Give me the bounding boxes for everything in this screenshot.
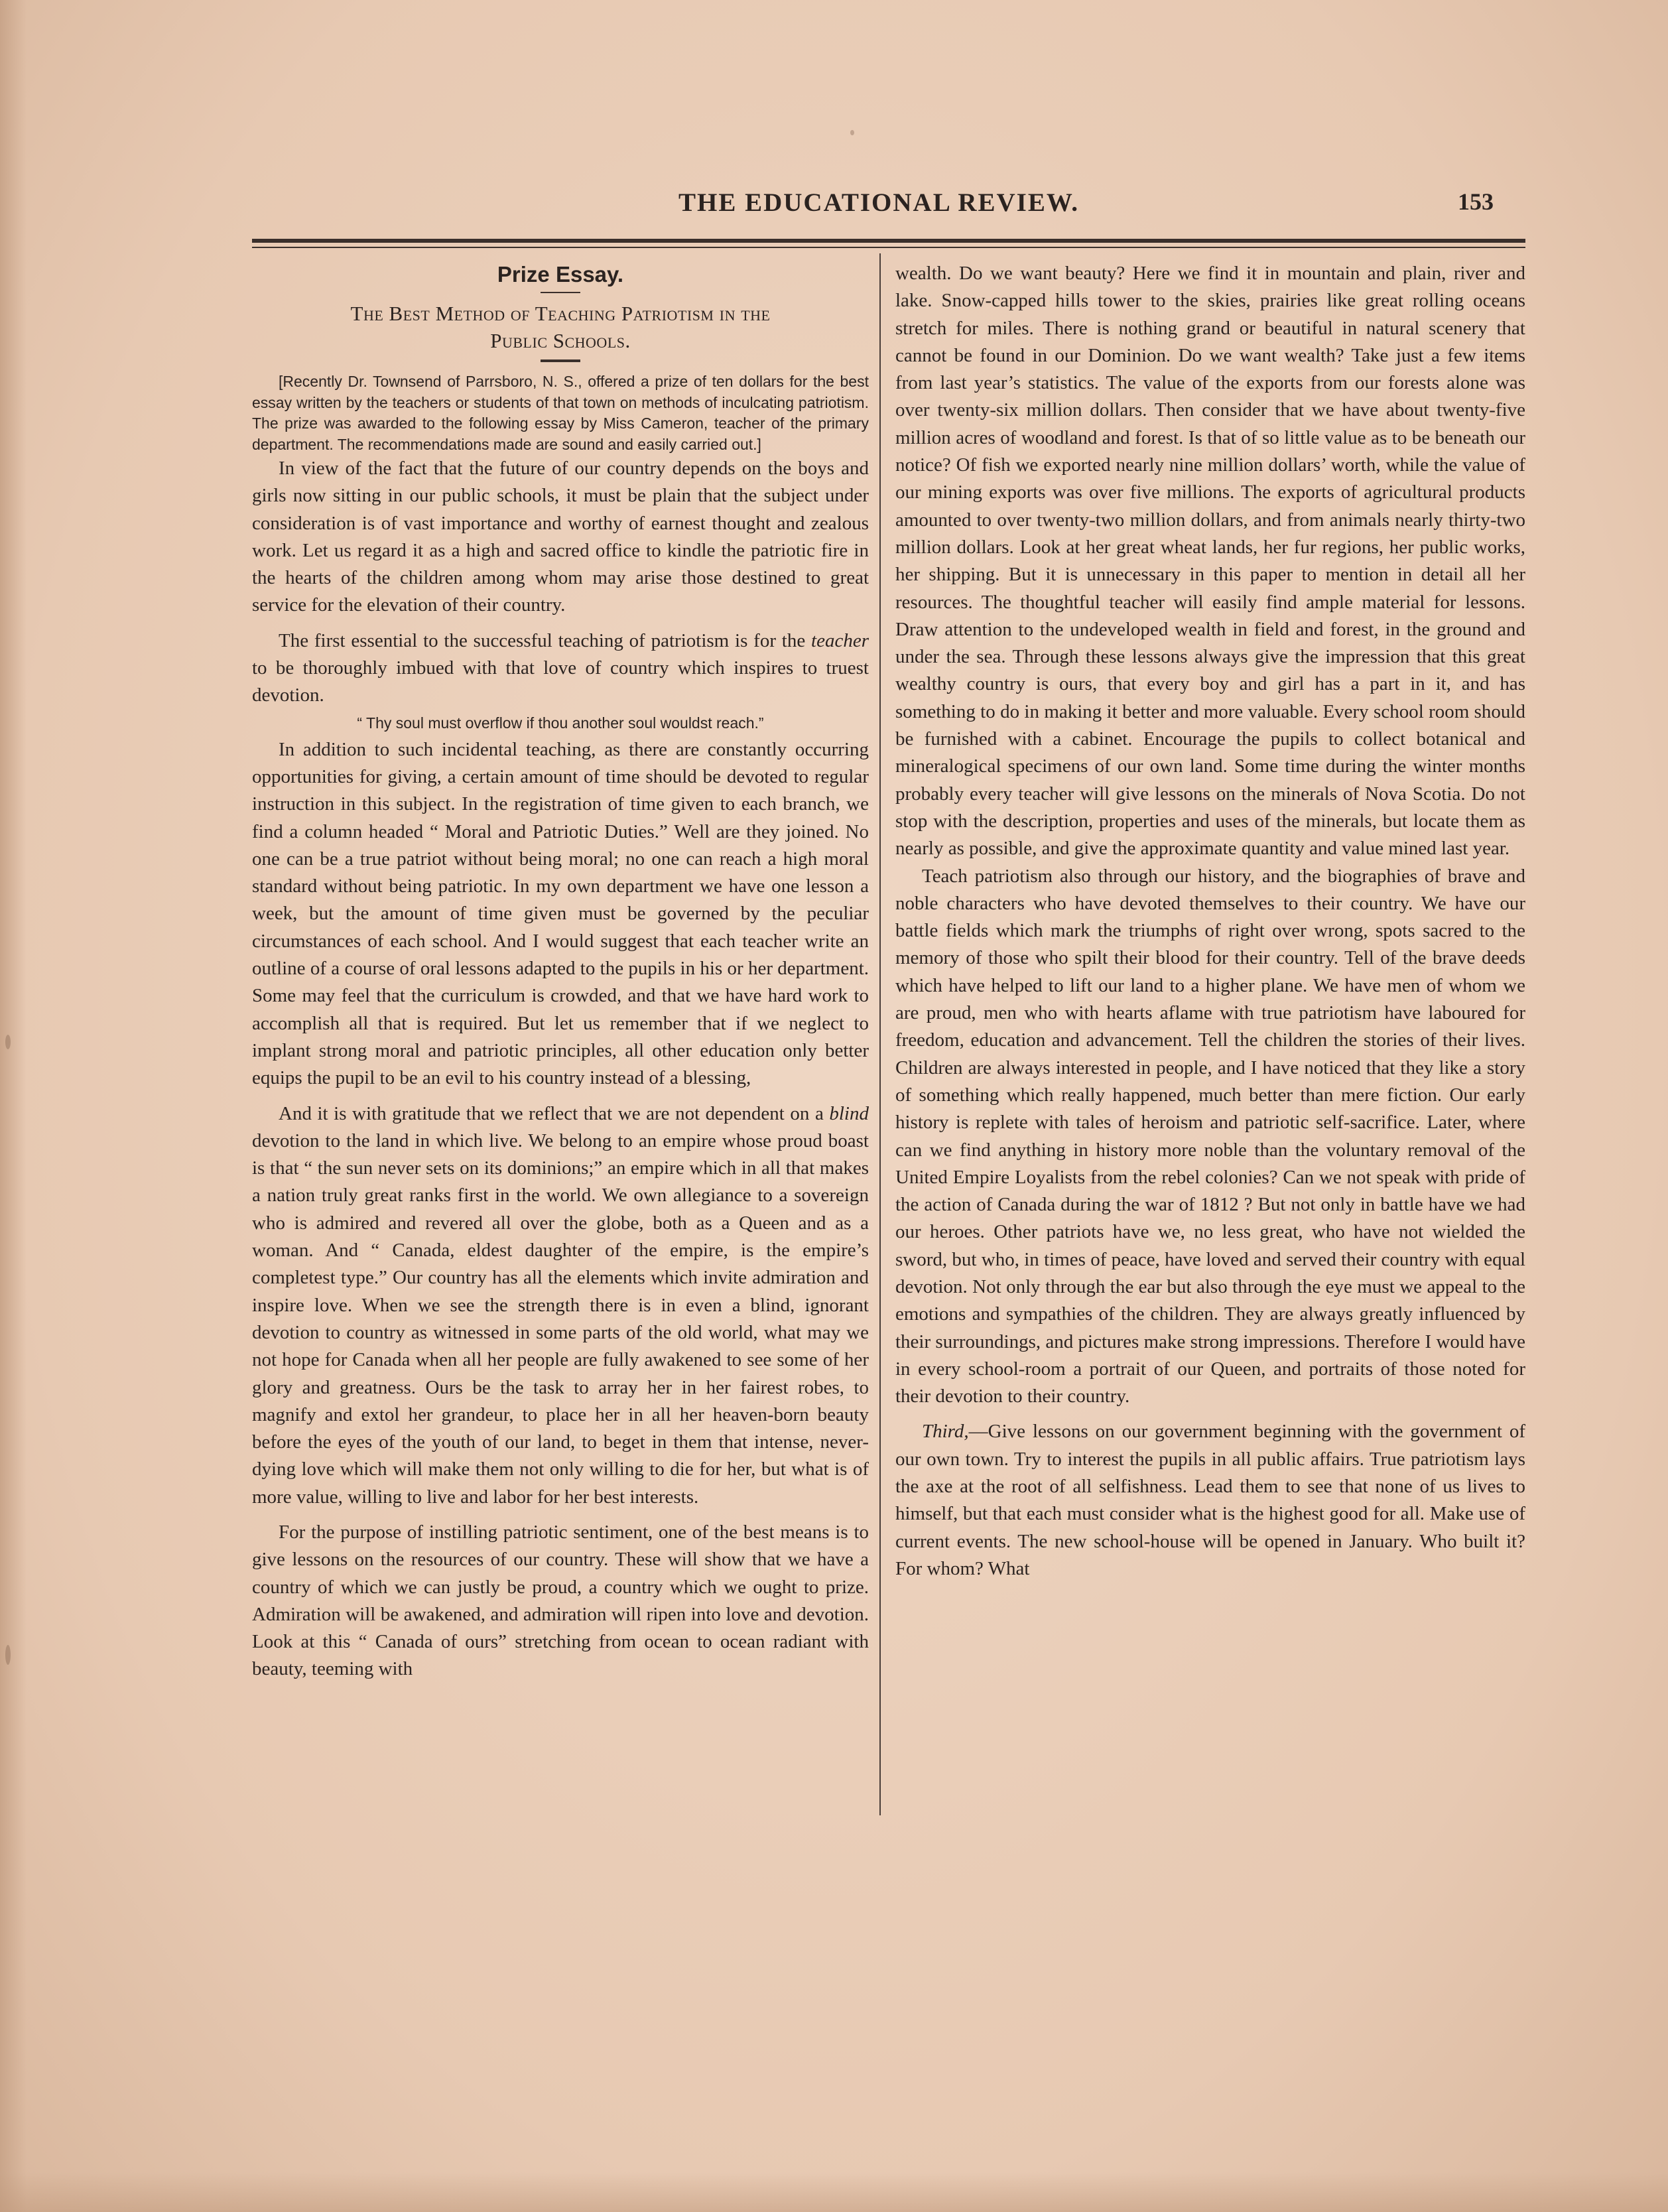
- paragraph-3: In addition to such incidental teaching, as there are constantly occurring opportunities for giving, a certain amount of time should be devoted to regular instruction in this subject. In the registration of time given to each branch, we find a column headed “ Moral and Patriotic Duties.” Well are they joined. No one can be a true patriot without being moral; no one can reach a high moral standard without being patriotic. In my own department we have one lesson a week, but the amount of time given must be governed by the peculiar circumstances of each school. And I would suggest that each teacher write an outline of a course of oral lessons adapted to the pupils in his or her department. Some may feel that the curriculum is crowded, and that we have hard work to accomplish all that is required. But let us remember that if we neglect to implant strong moral and patriotic principles, all other education only better equips the pupil to be an evil to his country instead of a blessing,: [252, 738, 869, 1089]
- journal-title: THE EDUCATIONAL REVIEW.: [678, 188, 1080, 217]
- paragraph-4: [252, 1100, 869, 1511]
- editor-note: [Recently Dr. Townsend of Parrsboro, N. S., offered a prize of ten dollars for the best essay written by the teachers or students of that town on methods of inculcating patriotism. The prize was awarded to the following essay by Miss Cameron, teacher of the primary department. The recommendations made are sound and easily carried out.]: [252, 373, 869, 453]
- paragraph-2-emphasis: teacher: [811, 629, 869, 651]
- paper-speck: [850, 130, 854, 135]
- page-edge-shadow: [0, 0, 27, 2212]
- essay-subtitle-line1: The Best Method of Teaching Patriotism in the: [350, 302, 771, 325]
- essay-subtitle-line2: Public Schools.: [490, 329, 631, 352]
- paragraph-1: In view of the fact that the future of our country depends on the boys and girls now sitting in our public schools, it must be plain that the subject under consideration is of vast importance and worthy of earnest thought and zealous work. Let us regard it as a high and sacred office to kindle the patriotic fire in the hearts of the children among whom may arise those destined to great service for the elevation of their country.: [252, 458, 869, 616]
- paragraph-7: Teach patriotism also through our history, and the biographies of brave and noble characters who have devoted themselves to their country. We have our battle fields which mark the triumphs of right over wrong, spots sacred to the memory of those who spilt their blood for their country. Tell of the brave deeds which have helped to lift our land to a higher plane. We have men of whom we are proud, men who with hearts aflame with true patriotism have laboured for freedom, education and advancement. Tell the children the stories of their lives. Children are always interested in people, and I have noticed that they like a story of something which really happened, much better than mere fiction. Our early history is replete with tales of heroism and patriotic self-sacrifice. Later, where can we find anything in history more noble than the voluntary removal of the United Empire Loyalists from the rebel colonies? Can we not speak with pride of the action of Canada during the war of 1812 ? But not only in battle have we had our heroes. Other patriots have we, no less great, who have not wielded the sword, but who, in times of peace, have loved and served their country with equal devotion. Not only through the ear but also through the eye must we appeal to the emotions and sympathies of the children. They are always greatly influenced by their surroundings, and pictures make strong impressions. Therefore I would have in every school-room a portrait of our Queen, and portraits of those noted for their devotion to their country.: [895, 865, 1525, 1407]
- page-bottom-shadow: [0, 2172, 1668, 2212]
- paragraph-2: [252, 627, 869, 710]
- paragraph-5: For the purpose of instilling patriotic sentiment, one of the best means is to give lessons on the resources of our country. These will show that we have a country of which we can justly be proud, a country which we ought to prize. Admiration will be awakened, and admiration will ripen into love and devotion. Look at this “ Canada of ours” stretching from ocean to ocean radiant with beauty, teeming with: [252, 1521, 869, 1680]
- paragraph-2-text-a: The first essential to the successful teaching of patriotism is for the: [279, 629, 812, 651]
- right-column: [895, 260, 1525, 1583]
- paragraph-4-emphasis: blind: [829, 1102, 869, 1124]
- binding-mark: [5, 1035, 11, 1049]
- paragraph-8: [895, 1418, 1525, 1583]
- quotation: “ Thy soul must overflow if thou another soul wouldst reach.”: [357, 714, 764, 732]
- paragraph-4-text-a: And it is with gratitude that we reflect that we are not dependent on a: [279, 1102, 830, 1124]
- paragraph-6: wealth. Do we want beauty? Here we find it in mountain and plain, river and lake. Snow-capped hills tower to the skies, prairies like great rolling oceans stretch for miles. There is nothing grand or beautiful in natural scenery that cannot be found in our Dominion. Do we want wealth? Take just a few items from last year’s statistics. The value of the exports from our forests alone was over twenty-six million dollars. Then consider that we have about twenty-five million acres of woodland and forest. Is that of so little value as to be beneath our notice? Of fish we exported nearly nine million dollars’ worth, while the value of our mining exports was over five millions. The exports of agricultural products amounted to over twenty-two million dollars, and from animals nearly thirty-two million dollars. Look at her great wheat lands, her fur regions, her public works, her shipping. But it is unnecessary in this paper to mention in detail all her resources. The thoughtful teacher will easily find ample material for lessons. Draw attention to the undeveloped wealth in field and forest, in the ground and under the sea. Through these lessons always give the impression that this great wealthy country is ours, that every boy and girl has a part in it, and has something to do in making it better and more valuable. Every school room should be furnished with a cabinet. Encourage the pupils to collect botanical and mineralogical specimens of our own land. Some time during the winter months probably every teacher will give lessons on the minerals of Nova Scotia. Do not stop with the description, properties and uses of the minerals, but locate them as nearly as possible, and give the approximate quantity and value mined last year.: [895, 263, 1525, 860]
- paragraph-4-text-b: devotion to the land in which live. We belong to an empire whose proud boast is that “ the sun never sets on its dominions;” an empire which in all that makes a nation truly great ranks first in the world. We own allegiance to a sovereign who is admired and revered all over the globe, both as a Queen and as a woman. And “ Canada, eldest daughter of the empire, is the empire’s completest type.” Our country has all the elements which invite admiration and inspire love. When we see the strength there is in even a blind, ignorant devotion to country as witnessed in some parts of the old world, what may we not hope for Canada when all her people are fully awakened to see some of her glory and greatness. Ours be the task to array her in her fairest robes, to magnify and extol her grandeur, to place her in all her heaven-born beauty before the eyes of the youth of our land, to beget in them that intense, never-dying love which will make them not only willing to die for her, but what is of more value, willing to live and labor for her best interests.: [252, 1130, 869, 1508]
- page-number: 153: [1458, 188, 1494, 215]
- column-divider: [879, 253, 881, 1815]
- left-column: [252, 260, 869, 1683]
- essay-title: Prize Essay.: [497, 262, 624, 287]
- header-rule-thin: [252, 247, 1525, 248]
- paragraph-8-emphasis: Third,: [922, 1421, 969, 1443]
- paragraph-8-text: —Give lessons on our government beginning with the government of our own town. Try to interest the pupils in all public affairs. True patriotism lays the axe at the root of all selfishness. Lead them to see that none of us lives to himself, but that each must consider what is the highest good for all. Make use of current events. The new school-house will be opened in January. Who built it? For whom? What: [895, 1421, 1525, 1579]
- essay-subtitle: [252, 300, 869, 354]
- running-head: [252, 182, 1506, 222]
- paragraph-2-text-b: to be thoroughly imbued with that love of country which inspires to truest devotion.: [252, 657, 869, 706]
- title-dash: [541, 292, 580, 293]
- subtitle-dash: [541, 359, 580, 362]
- header-rule: [252, 239, 1525, 243]
- binding-mark: [5, 1645, 11, 1665]
